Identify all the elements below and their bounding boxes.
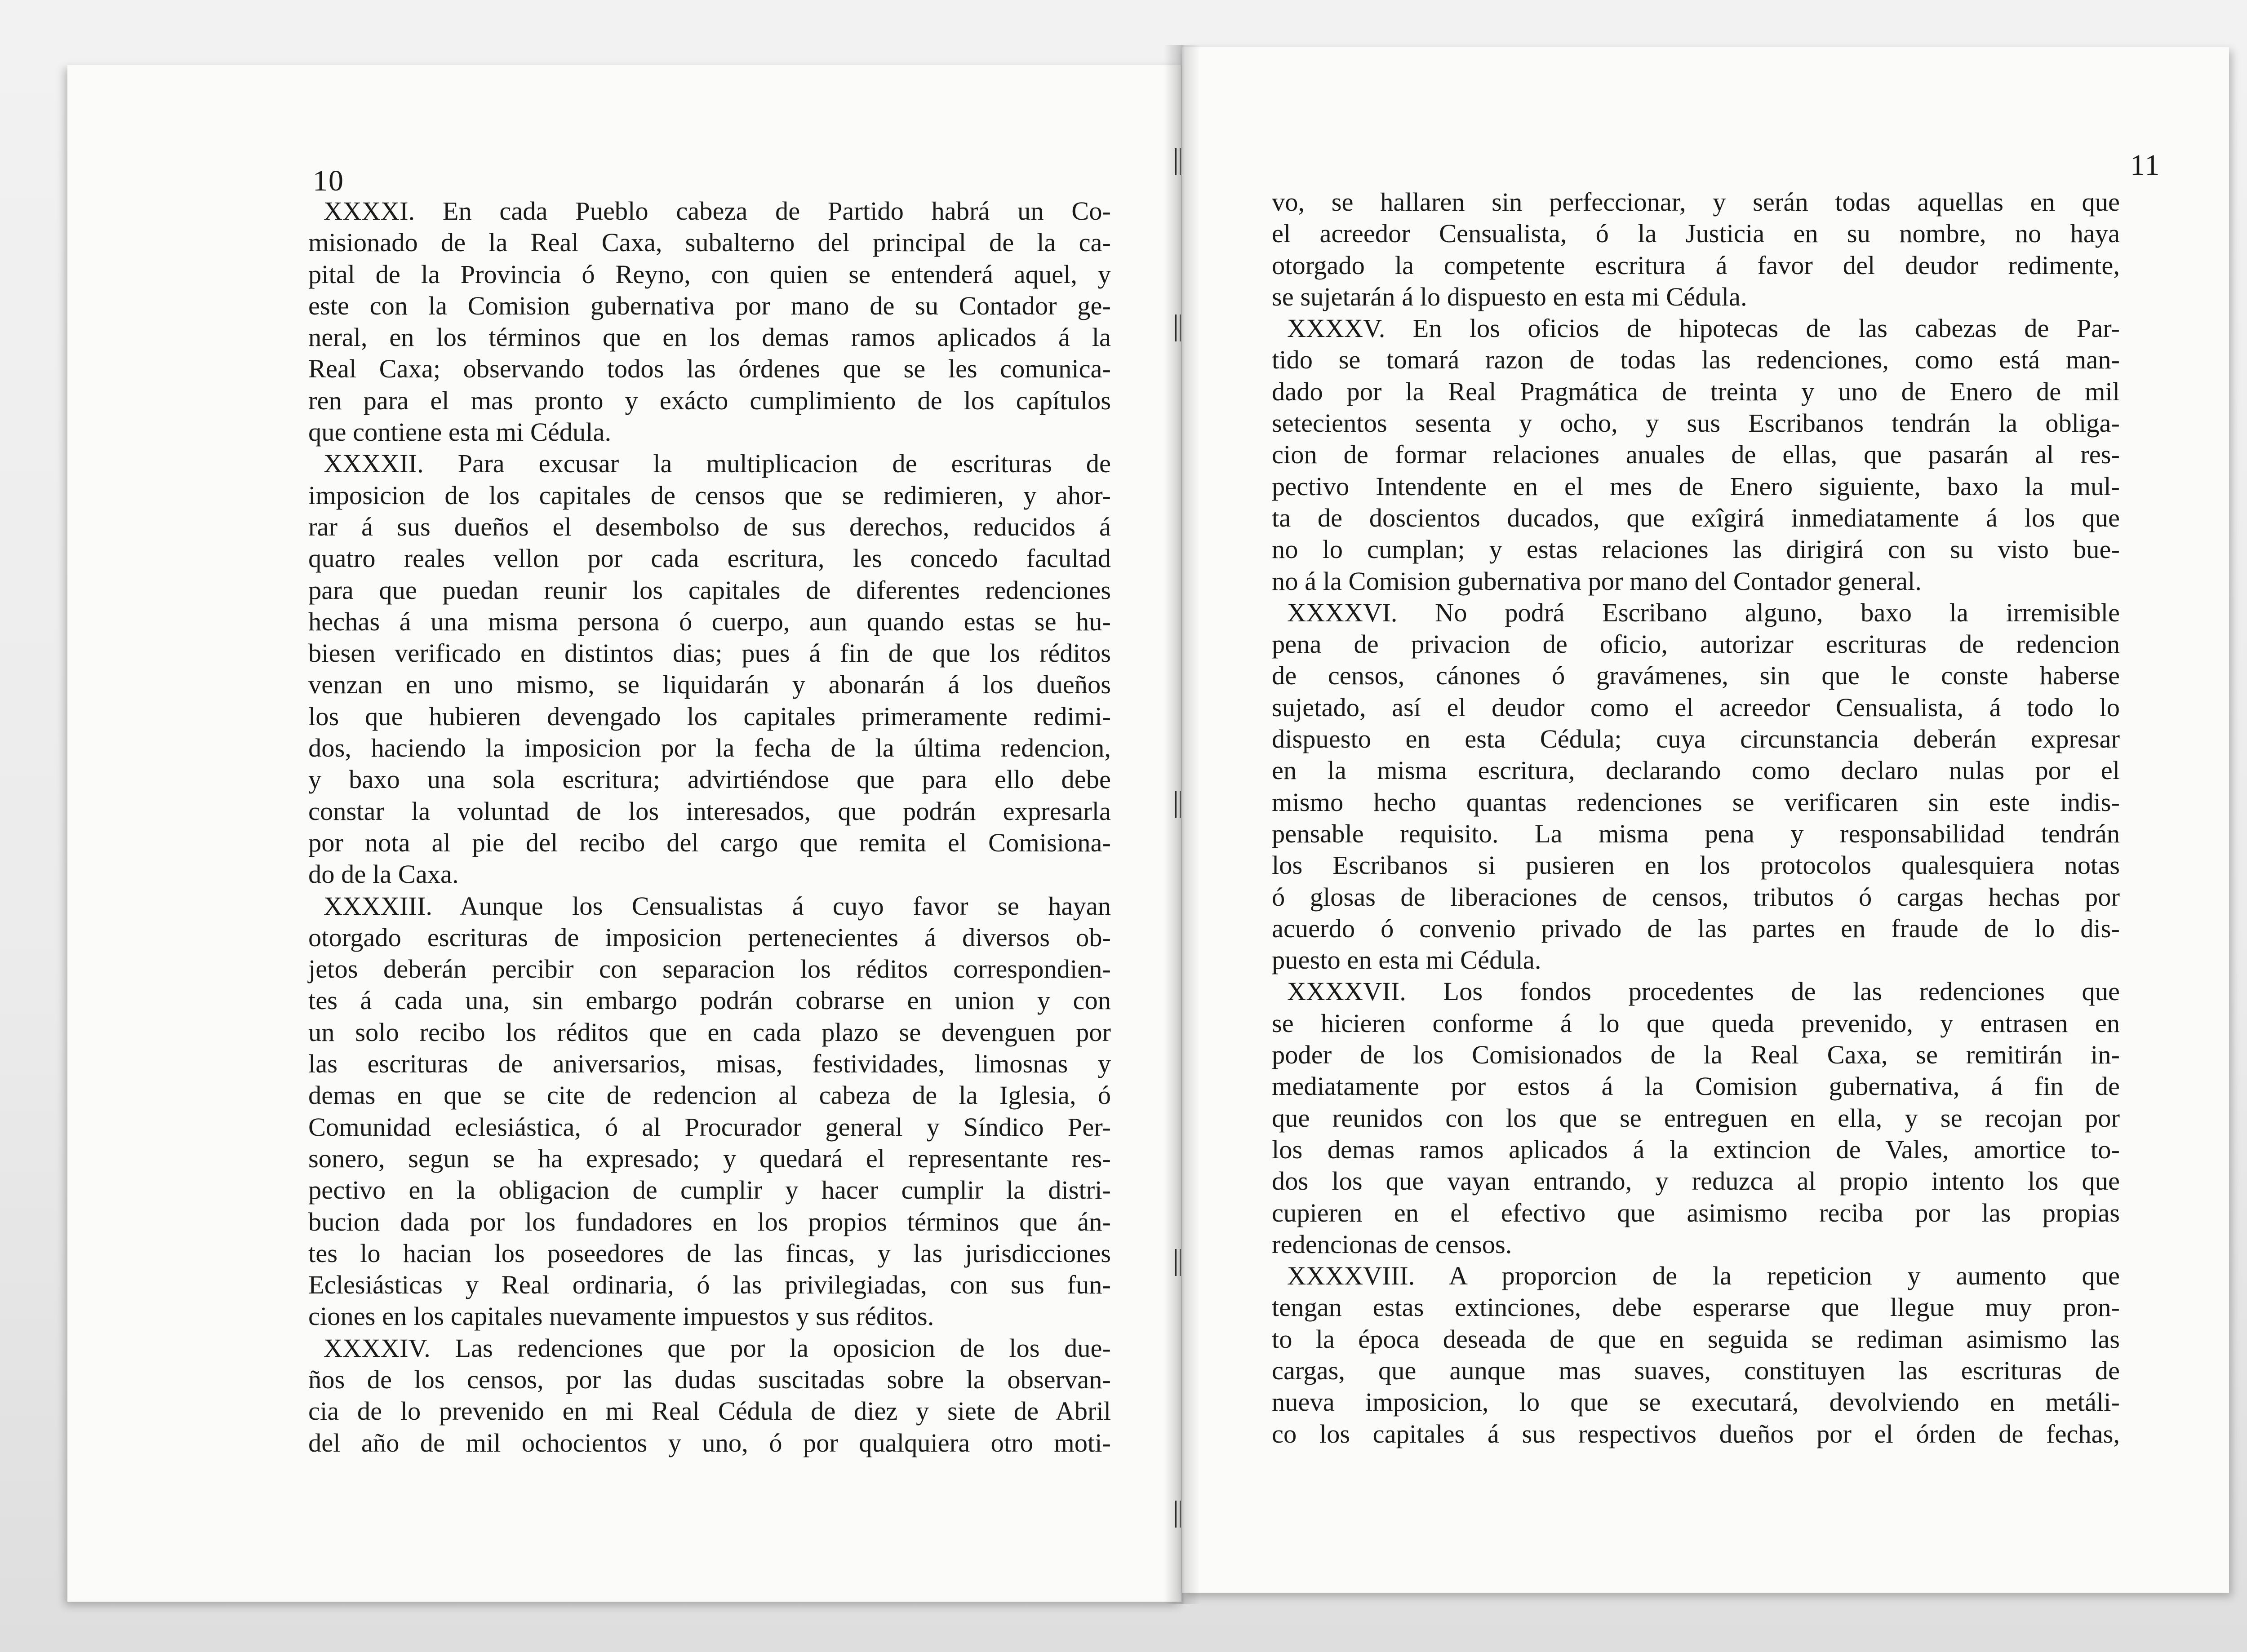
left-page-body — [308, 195, 1111, 1459]
right-text-line: otorgado la competente escritura á favor del deudor redimente, — [1272, 250, 2120, 280]
left-text-line: ños de los censos, por las dudas suscitadas sobre la observan- — [308, 1364, 1111, 1394]
left-text-line: dos, haciendo la imposicion por la fecha de la última redencion, — [308, 733, 1111, 763]
left-text-line: XXXXIV. Las redenciones que por la oposicion de los due- — [324, 1333, 1111, 1363]
left-text-line: imposicion de los capitales de censos que se redimieren, y ahor- — [308, 480, 1111, 510]
left-text-line: un solo recibo los réditos que en cada plazo se devenguen por — [308, 1017, 1111, 1047]
left-text-line: por nota al pie del recibo del cargo que remita el Comisiona- — [308, 828, 1111, 857]
left-text-line: otorgado escrituras de imposicion pertenecientes á diversos ob- — [308, 922, 1111, 952]
right-text-line: XXXXV. En los oficios de hipotecas de las cabezas de Par- — [1287, 314, 2120, 343]
right-text-line: pectivo Intendente en el mes de Enero siguiente, baxo la mul- — [1272, 471, 2120, 501]
right-text-line: cupieren en el efectivo que asimismo reciba por las propias — [1272, 1198, 2120, 1227]
left-text-line: bucion dada por los fundadores en los propios términos que án- — [308, 1207, 1111, 1236]
right-text-line: to la época deseada de que en seguida se rediman asimismo las — [1272, 1324, 2120, 1354]
right-text-line: co los capitales á sus respectivos dueños por el órden de fechas, — [1272, 1419, 2120, 1448]
left-page-number: 10 — [313, 164, 344, 197]
binding-stitch — [1175, 791, 1181, 818]
left-text-line: do de la Caxa. — [308, 859, 459, 889]
left-text-line: hechas á una misma persona ó cuerpo, aun quando estas se hu- — [308, 607, 1111, 636]
right-text-line: no lo cumplan; y estas relaciones las dirigirá con su visto bue- — [1272, 535, 2120, 564]
right-text-line: ta de doscientos ducados, que exîgirá inmediatamente á los que — [1272, 503, 2120, 532]
right-page-body — [1272, 186, 2120, 1450]
right-text-line: mismo hecho quantas redenciones se verificaren sin este indis- — [1272, 787, 2120, 817]
binding-stitch — [1175, 148, 1181, 175]
left-text-line: XXXXI. En cada Pueblo cabeza de Partido habrá un Co- — [324, 196, 1111, 226]
right-text-line: cion de formar relaciones anuales de ellas, que pasarán al res- — [1272, 440, 2120, 469]
binding-stitch — [1175, 314, 1181, 341]
right-text-line: el acreedor Censualista, ó la Justicia en su nombre, no haya — [1272, 219, 2120, 248]
left-text-line: para que puedan reunir los capitales de diferentes redenciones — [308, 575, 1111, 605]
right-text-line: acuerdo ó convenio privado de las partes en fraude de lo dis- — [1272, 913, 2120, 943]
binding-stitch — [1175, 1249, 1181, 1276]
left-text-line: ciones en los capitales nuevamente impuestos y sus réditos. — [308, 1302, 934, 1331]
right-text-line: los Escribanos si pusieren en los protocolos qualesquiera notas — [1272, 850, 2120, 880]
right-text-line: XXXXVI. No podrá Escribano alguno, baxo la irremisible — [1287, 598, 2120, 627]
right-text-line: pensable requisito. La misma pena y responsabilidad tendrán — [1272, 819, 2120, 848]
right-text-line: puesto en esta mi Cédula. — [1272, 945, 1541, 975]
right-text-line: se sujetarán á lo dispuesto en esta mi Cédula. — [1272, 282, 1747, 311]
right-text-line: dispuesto en esta Cédula; cuya circunstancia deberán expresar — [1272, 724, 2120, 754]
left-text-line: neral, en los términos que en los demas ramos aplicados á la — [308, 323, 1111, 352]
right-text-line: XXXXVIII. A proporcion de la repeticion y aumento que — [1287, 1261, 2120, 1291]
left-text-line: que contiene esta mi Cédula. — [308, 417, 612, 447]
left-text-line: biesen verificado en distintos dias; pues á fin de que los réditos — [308, 638, 1111, 668]
left-text-line: este con la Comision gubernativa por mano de su Contador ge- — [308, 291, 1111, 320]
right-text-line: se hicieren conforme á lo que queda prevenido, y entrasen en — [1272, 1008, 2120, 1038]
right-text-line: XXXXVII. Los fondos procedentes de las redenciones que — [1287, 977, 2120, 1006]
right-text-line: no á la Comision gubernativa por mano del Contador general. — [1272, 566, 1922, 596]
binding-stitch — [1175, 1501, 1181, 1528]
right-text-line: tengan estas extinciones, debe esperarse que llegue muy pron- — [1272, 1293, 2120, 1322]
left-text-line: constar la voluntad de los interesados, que podrán expresarla — [308, 796, 1111, 826]
left-text-line: los que hubieren devengado los capitales primeramente redimi- — [308, 701, 1111, 731]
right-text-line: poder de los Comisionados de la Real Caxa, se remitirán in- — [1272, 1040, 2120, 1070]
left-text-line: Real Caxa; observando todos las órdenes que se les comunica- — [308, 354, 1111, 384]
left-text-line: tes á cada una, sin embargo podrán cobrarse en union y con — [308, 986, 1111, 1015]
left-text-line: las escrituras de aniversarios, misas, festividades, limosnas y — [308, 1049, 1111, 1079]
left-text-line: XXXXIII. Aunque los Censualistas á cuyo favor se hayan — [324, 891, 1111, 921]
right-text-line: tido se tomará razon de todas las redenciones, como está man- — [1272, 345, 2120, 375]
right-text-line: dos los que vayan entrando, y reduzca al propio intento los que — [1272, 1166, 2120, 1196]
left-text-line: rar á sus dueños el desembolso de sus derechos, reducidos á — [308, 512, 1111, 541]
left-text-line: XXXXII. Para excusar la multiplicacion de escrituras de — [324, 449, 1111, 478]
left-text-line: quatro reales vellon por cada escritura, les concedo facultad — [308, 544, 1111, 573]
right-text-line: ó glosas de liberaciones de censos, tributos ó cargas hechas por — [1272, 882, 2120, 912]
right-text-line: redencionas de censos. — [1272, 1229, 1512, 1259]
right-text-line: vo, se hallaren sin perfeccionar, y serán todas aquellas en que — [1272, 187, 2120, 217]
left-text-line: y baxo una sola escritura; advirtiéndose que para ello debe — [308, 765, 1111, 794]
left-page — [67, 65, 1182, 1602]
right-text-line: mediatamente por estos á la Comision gubernativa, á fin de — [1272, 1072, 2120, 1101]
left-text-line: pectivo en la obligacion de cumplir y hacer cumplir la distri- — [308, 1175, 1111, 1205]
left-text-line: jetos deberán percibir con separacion los réditos correspondien- — [308, 954, 1111, 984]
left-text-line: cia de lo prevenido en mi Real Cédula de diez y siete de Abril — [308, 1396, 1111, 1426]
left-text-line: Comunidad eclesiástica, ó al Procurador general y Síndico Per- — [308, 1112, 1111, 1142]
left-text-line: venzan en uno mismo, se liquidarán y abonarán á los dueños — [308, 670, 1111, 700]
right-text-line: en la misma escritura, declarando como declaro nulas por el — [1272, 756, 2120, 785]
right-text-line: sujetado, así el deudor como el acreedor Censualista, á todo lo — [1272, 692, 2120, 722]
left-text-line: sonero, segun se ha expresado; y quedará el representante res- — [308, 1143, 1111, 1173]
right-text-line: los demas ramos aplicados á la extincion de Vales, amortice to- — [1272, 1134, 2120, 1164]
right-page-number: 11 — [2130, 149, 2161, 182]
left-text-line: ren para el mas pronto y exácto cumplimiento de los capítulos — [308, 385, 1111, 415]
right-page — [1182, 47, 2229, 1593]
left-text-line: Eclesiásticas y Real ordinaria, ó las privilegiadas, con sus fun- — [308, 1270, 1111, 1300]
right-text-line: pena de privacion de oficio, autorizar escrituras de redencion — [1272, 629, 2120, 659]
right-text-line: cargas, que aunque mas suaves, constituyen las escrituras de — [1272, 1355, 2120, 1385]
left-text-line: misionado de la Real Caxa, subalterno del principal de la ca- — [308, 228, 1111, 257]
right-text-line: dado por la Real Pragmática de treinta y uno de Enero de mil — [1272, 376, 2120, 406]
left-text-line: pital de la Provincia ó Reyno, con quien se entenderá aquel, y — [308, 259, 1111, 289]
right-text-line: setecientos sesenta y ocho, y sus Escribanos tendrán la obliga- — [1272, 408, 2120, 438]
right-text-line: que reunidos con los que se entreguen en ella, y se recojan por — [1272, 1103, 2120, 1133]
left-text-line: del año de mil ochocientos y uno, ó por qualquiera otro moti- — [308, 1428, 1111, 1457]
left-text-line: tes lo hacian los poseedores de las fincas, y las jurisdicciones — [308, 1238, 1111, 1268]
right-text-line: de censos, cánones ó gravámenes, sin que le conste haberse — [1272, 661, 2120, 691]
book-spine-gutter — [1164, 45, 1200, 1604]
right-text-line: nueva imposicion, lo que se executará, devolviendo en metáli- — [1272, 1387, 2120, 1417]
left-text-line: demas en que se cite de redencion al cabeza de la Iglesia, ó — [308, 1081, 1111, 1110]
